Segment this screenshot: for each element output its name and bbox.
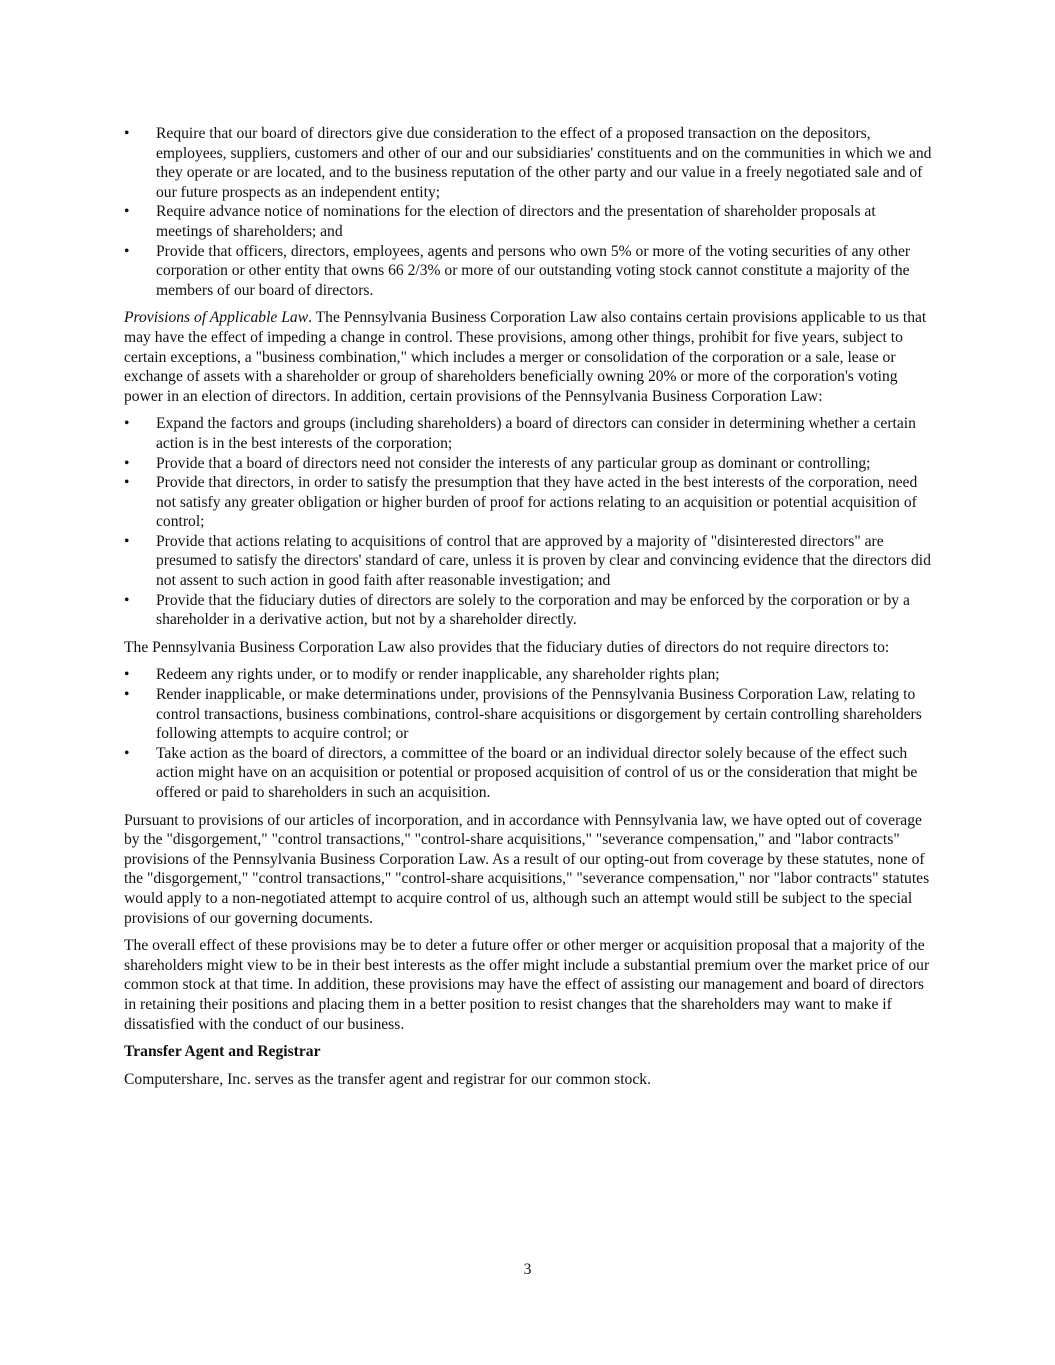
bullet-icon: • [124, 242, 130, 260]
control-provisions-list [124, 124, 932, 300]
bullet-icon: • [124, 591, 130, 609]
list-item-text: Redeem any rights under, or to modify or render inapplicable, any shareholder rights plan; [156, 666, 720, 684]
list-item [124, 591, 932, 630]
document-page [124, 124, 932, 1089]
bullet-icon: • [124, 454, 130, 472]
fiduciary-duties-paragraph: The Pennsylvania Business Corporation Law also provides that the fiduciary duties of directors do not require directors to: [124, 638, 890, 656]
paragraph-lead-italic: Provisions of Applicable Law [124, 309, 309, 327]
list-item [124, 685, 932, 744]
list-item-text: Take action as the board of directors, a committee of the board or an individual director solely because of the effect such action might have on an acquisition or potential or proposed acquisition of control of us or the consideration that might be offered or paid to shareholders in such an acquisition. [156, 744, 918, 801]
paragraph-body: . The Pennsylvania Business Corporation Law also contains certain provisions applicable to us that may have the effect of impeding a change in control. These provisions, among other things, prohibit for five years, subject to certain exceptions, a "business combination," which includes a merger or consolidation of the corporation or a sale, lease or exchange of assets with a shareholder or group of shareholders beneficially owning 20% or more of the corporation's voting power in an election of directors. In addition, certain provisions of the Pennsylvania Business Corporation Law: [124, 309, 927, 405]
list-item-text: Provide that actions relating to acquisitions of control that are approved by a majority of "disinterested directors" are presumed to satisfy the directors' standard of care, unless it is proven by clear and convincing evidence that the directors did not assent to such action in good faith after reasonable investigation; and [156, 532, 931, 590]
transfer-agent-paragraph: Computershare, Inc. serves as the transfer agent and registrar for our common stock. [124, 1070, 651, 1088]
bullet-icon: • [124, 744, 130, 762]
transfer-agent-heading: Transfer Agent and Registrar [124, 1043, 321, 1061]
list-item [124, 242, 932, 301]
provisions-of-applicable-law-paragraph [124, 308, 932, 406]
list-item-text: Provide that the fiduciary duties of directors are solely to the corporation and may be enforced by the corporation or by a shareholder in a derivative action, but not by a shareholder directly. [156, 591, 910, 629]
list-item [124, 454, 932, 474]
bullet-icon: • [124, 532, 130, 550]
pbcl-provisions-list [124, 414, 932, 630]
list-item [124, 414, 932, 453]
opt-out-paragraph: Pursuant to provisions of our articles of incorporation, and in accordance with Pennsylvania law, we have opted out of coverage by the "disgorgement," "control transactions," "control-share acquisitions," "severance compensation," and "labor contracts" provisions of the Pennsylvania Business Corporation Law. As a result of our opting-out from coverage by these statutes, none of the "disgorgement," "control transactions," "control-share acquisitions," "severance compensation," nor "labor contracts" statutes would apply to a non-negotiated attempt to acquire control of us, although such an attempt would still be subject to the special provisions of our governing documents. [124, 811, 930, 927]
list-item-text: Render inapplicable, or make determinations under, provisions of the Pennsylvania Business Corporation Law, relating to control transactions, business combinations, control-share acquisitions or disgorgement by certain controlling shareholders following attempts to acquire control; or [156, 686, 922, 743]
list-item-text: Provide that officers, directors, employees, agents and persons who own 5% or more of the voting securities of any other corporation or other entity that owns 66 2/3% or more of our outstanding voting stock cannot constitute a majority of the members of our board of directors. [156, 242, 911, 299]
bullet-icon: • [124, 203, 130, 221]
list-item [124, 532, 932, 591]
list-item [124, 665, 932, 685]
bullet-icon: • [124, 474, 130, 492]
list-item-text: Provide that a board of directors need not consider the interests of any particular group as dominant or controlling; [156, 454, 871, 472]
page-number: 3 [523, 1261, 532, 1278]
list-item [124, 744, 932, 803]
bullet-icon: • [124, 666, 130, 684]
bullet-icon: • [124, 415, 130, 433]
fiduciary-exemptions-list [124, 665, 932, 802]
list-item [124, 202, 932, 241]
bullet-icon: • [124, 686, 130, 704]
list-item-text: Require advance notice of nominations for the election of directors and the presentation of shareholder proposals at meetings of shareholders; and [156, 203, 876, 240]
bullet-icon: • [124, 125, 130, 142]
list-item [124, 473, 932, 532]
list-item-text: Expand the factors and groups (including shareholders) a board of directors can consider in determining whether a certain action is in the best interests of the corporation; [156, 415, 916, 452]
list-item-text: Provide that directors, in order to satisfy the presumption that they have acted in the best interests of the corporation, need not satisfy any greater obligation or higher burden of proof for actions relating to an acquisition or potential acquisition of control; [156, 474, 918, 531]
list-item [124, 124, 932, 202]
overall-effect-paragraph: The overall effect of these provisions may be to deter a future offer or other merger or acquisition proposal that a majority of the shareholders might view to be in their best interests as the offer might include a substantial premium over the market price of our common stock at that time. In addition, these provisions may have the effect of assisting our management and board of directors in retaining their positions and placing them in a better position to resist changes that the shareholders may want to make if dissatisfied with the conduct of our business. [124, 937, 930, 1033]
list-item-text: Require that our board of directors give due consideration to the effect of a proposed transaction on the depositors, employees, suppliers, customers and other of our and our subsidiaries' constituents and on the communities in which we and they operate or are located, and to the business reputation of the other party and our value in a freely negotiated sale and of our future prospects as an independent entity; [156, 125, 932, 201]
